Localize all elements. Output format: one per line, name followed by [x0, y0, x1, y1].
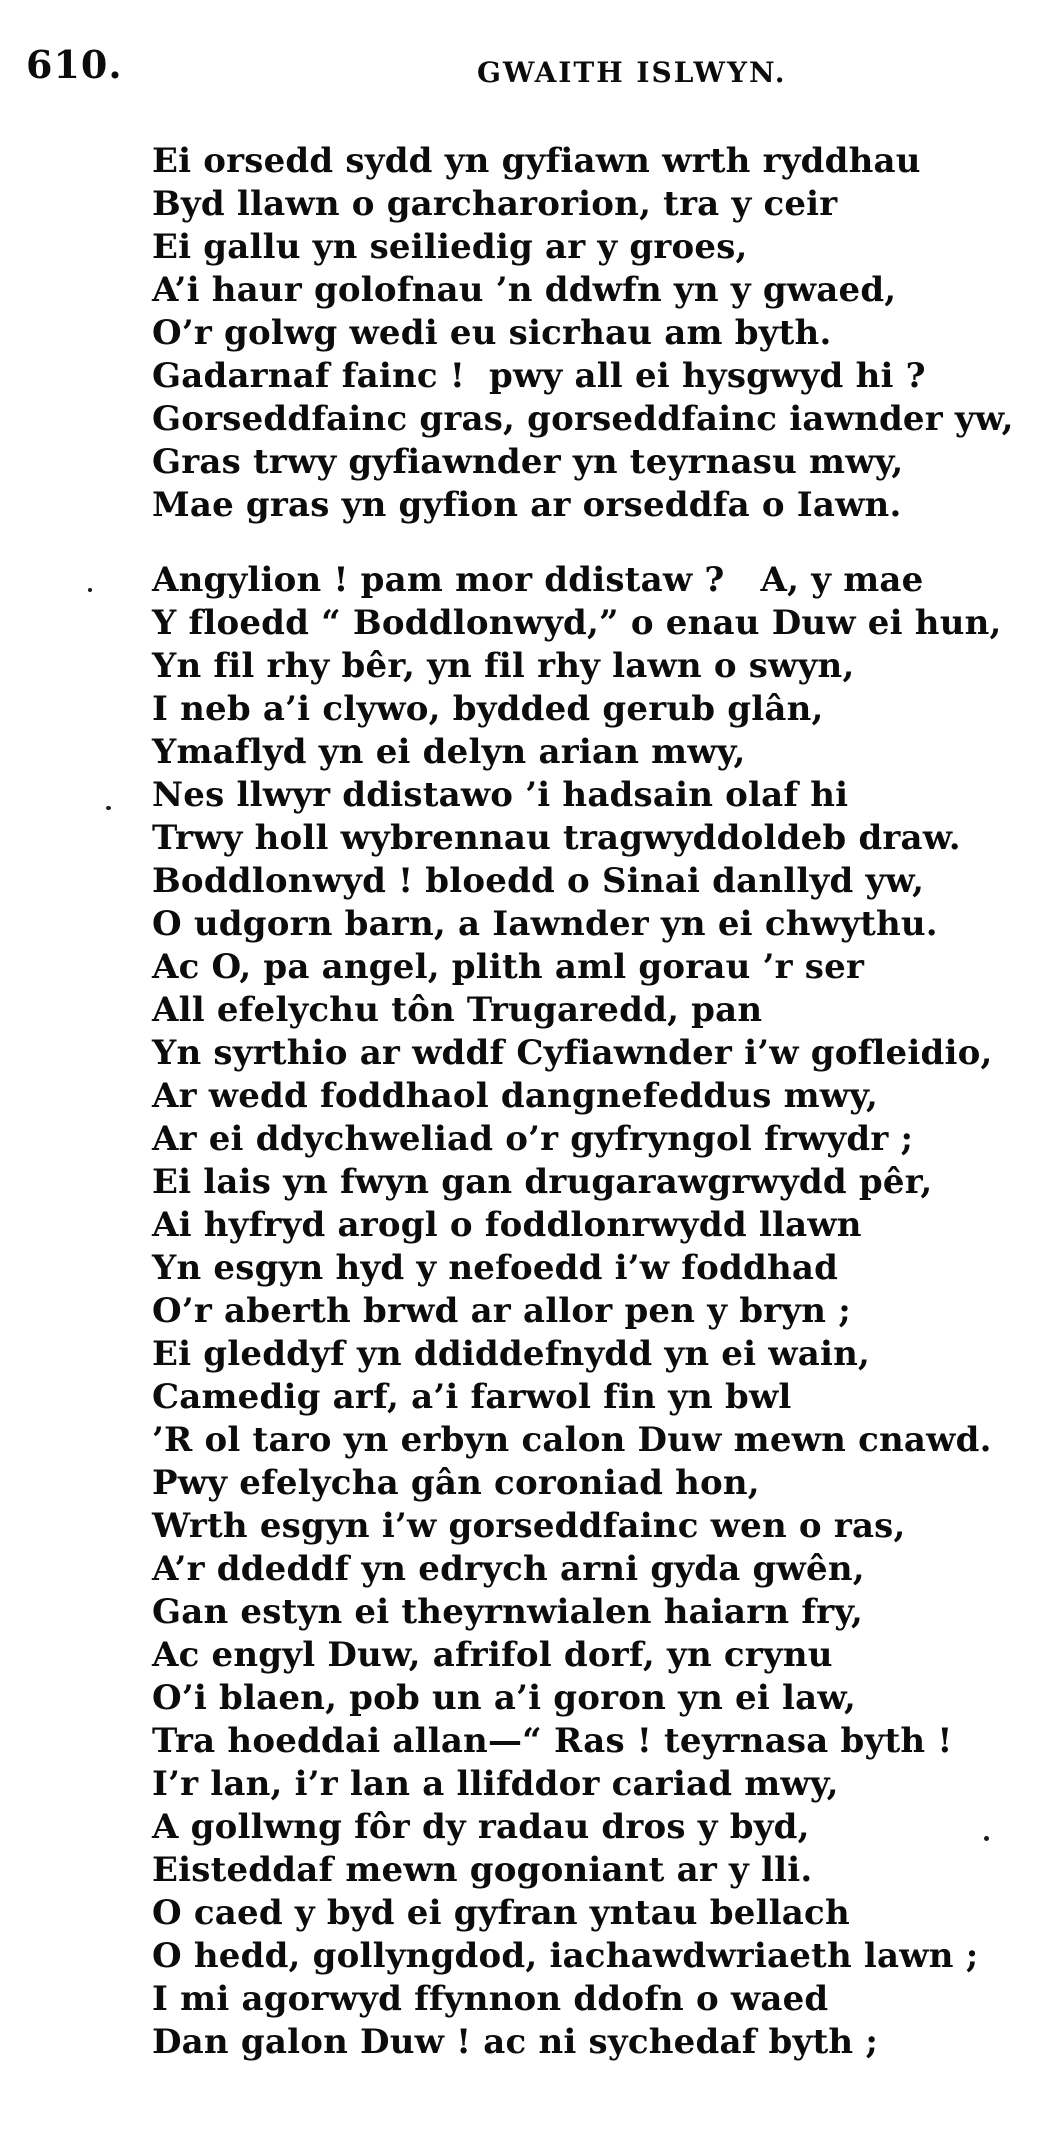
stanza: [152, 559, 1014, 2064]
poem-line: Ac engyl Duw, afrifol dorf, yn crynu: [152, 1635, 833, 1675]
poem-line: A’r ddeddf yn edrych arni gyda gwên,: [152, 1549, 865, 1589]
poem-line: Ymaflyd yn ei delyn arian mwy,: [152, 732, 746, 772]
poem-line: Ar ei ddychweliad o’r gyfryngol frwydr ;: [152, 1119, 914, 1159]
poem-line: Byd llawn o garcharorion, tra y ceir: [152, 184, 838, 224]
poem-line: Y floedd “ Boddlonwyd,” o enau Duw ei hun,: [152, 603, 1002, 643]
poem-line: O’r aberth brwd ar allor pen y bryn ;: [152, 1291, 851, 1331]
poem-line: Yn esgyn hyd y nefoedd i’w foddhad: [152, 1248, 839, 1288]
poem-line: Angylion ! pam mor ddistaw ? A, y mae: [152, 560, 924, 600]
poem-line: O hedd, gollyngdod, iachawdwriaeth lawn ;: [152, 1936, 979, 1976]
poem-line: A’i haur golofnau ’n ddwfn yn y gwaed,: [152, 270, 897, 310]
poem-line: Pwy efelycha gân coroniad hon,: [152, 1463, 760, 1503]
poem-line: ’R ol taro yn erbyn calon Duw mewn cnawd.: [152, 1420, 992, 1460]
poem-line: Gan estyn ei theyrnwialen haiarn fry,: [152, 1592, 864, 1632]
poem-line: Ai hyfryd arogl o foddlonrwydd llawn: [152, 1205, 862, 1245]
poem-line: Gorseddfainc gras, gorseddfainc iawnder yw,: [152, 399, 1014, 439]
page-number: 610.: [26, 42, 123, 87]
poem-line: Ac O, pa angel, plith aml gorau ’r ser: [152, 947, 865, 987]
poem-line: I neb a’i clywo, bydded gerub glân,: [152, 689, 824, 729]
poem-line: Yn syrthio ar wddf Cyfiawnder i’w gofleidio,: [152, 1033, 993, 1073]
poem-line: A gollwng fôr dy radau dros y byd,: [152, 1807, 810, 1847]
poem-line: Tra hoeddai allan—“ Ras ! teyrnasa byth !: [152, 1721, 953, 1761]
poem-body: [152, 140, 1014, 2064]
poem-line: Nes llwyr ddistawo ’i hadsain olaf hi: [152, 775, 849, 815]
poem-line: Boddlonwyd ! bloedd o Sinai danllyd yw,: [152, 861, 925, 901]
poem-line: Camedig arf, a’i farwol fin yn bwl: [152, 1377, 792, 1417]
stanza: [152, 140, 1014, 527]
poem-line: Ei gleddyf yn ddiddefnydd yn ei wain,: [152, 1334, 871, 1374]
poem-line: Ei orsedd sydd yn gyfiawn wrth ryddhau: [152, 141, 921, 181]
poem-line: O’i blaen, pob un a’i goron yn ei law,: [152, 1678, 857, 1718]
poem-line: Ei gallu yn seiliedig ar y groes,: [152, 227, 748, 267]
poem-line: All efelychu tôn Trugaredd, pan: [152, 990, 763, 1030]
poem-line: Ei lais yn fwyn gan drugarawgrwydd pêr,: [152, 1162, 933, 1202]
poem-line: I mi agorwyd ffynnon ddofn o waed: [152, 1979, 829, 2019]
poem-line: O caed y byd ei gyfran yntau bellach: [152, 1893, 850, 1933]
poem-line: Yn fil rhy bêr, yn fil rhy lawn o swyn,: [152, 646, 855, 686]
poem-line: O udgorn barn, a Iawnder yn ei chwythu.: [152, 904, 938, 944]
poem-line: Mae gras yn gyfion ar orseddfa o Iawn.: [152, 485, 902, 525]
ink-speck: [88, 588, 92, 592]
poem-line: Wrth esgyn i’w gorseddfainc wen o ras,: [152, 1506, 906, 1546]
poem-line: Dan galon Duw ! ac ni sychedaf byth ;: [152, 2022, 879, 2062]
poem-line: Trwy holl wybrennau tragwyddoldeb draw.: [152, 818, 961, 858]
poem-line: O’r golwg wedi eu sicrhau am byth.: [152, 313, 832, 353]
running-title: GWAITH ISLWYN.: [477, 56, 787, 89]
poem-line: Eisteddaf mewn gogoniant ar y lli.: [152, 1850, 813, 1890]
ink-speck: [984, 1836, 989, 1841]
poem-line: I’r lan, i’r lan a llifddor cariad mwy,: [152, 1764, 839, 1804]
poem-line: Gras trwy gyfiawnder yn teyrnasu mwy,: [152, 442, 904, 482]
ink-speck: [106, 806, 111, 810]
poem-line: Gadarnaf fainc ! pwy all ei hysgwyd hi ?: [152, 356, 926, 396]
poem-line: Ar wedd foddhaol dangnefeddus mwy,: [152, 1076, 878, 1116]
